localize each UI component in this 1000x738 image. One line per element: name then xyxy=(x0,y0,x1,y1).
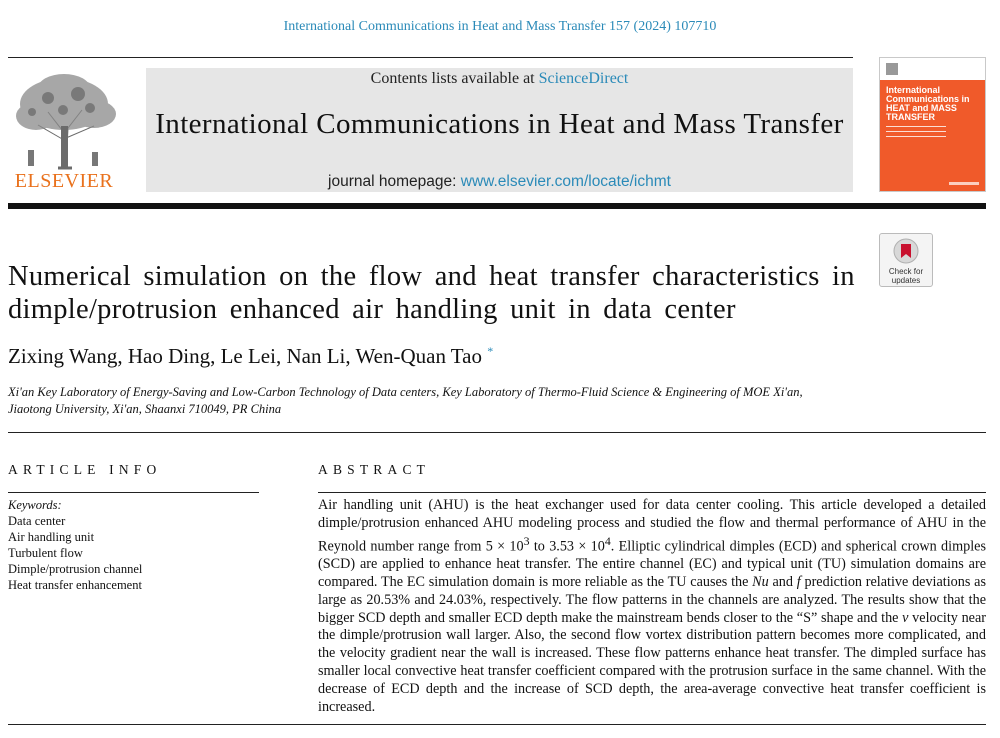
cover-footer-mark xyxy=(949,182,979,185)
article-info-rule xyxy=(8,492,259,493)
sciencedirect-link[interactable]: ScienceDirect xyxy=(538,70,629,87)
journal-homepage-link[interactable]: www.elsevier.com/locate/ichmt xyxy=(460,173,671,190)
author-name[interactable]: Zixing Wang xyxy=(8,344,118,368)
journal-masthead xyxy=(146,68,853,192)
journal-citation[interactable]: International Communications in Heat and Mass Transfer 157 (2024) 107710 xyxy=(283,19,717,34)
author-name[interactable]: Nan Li xyxy=(286,344,346,368)
abstract-text: Air handling unit (AHU) is the heat exchanger used for data center cooling. This article developed a detailed dimple/protrusion enhanced AHU modeling process and studied the flow and thermal performance of AHU in the Reynold number range from $5 \times 10^3$ to $3.53 \times 10^4$. Elliptic cylindrical dimples (ECD) and spherical crown dimples (SCD) are applied to enhance heat transfer. The entire channel (EC) and typical unit (TU) simulation domains are compared. The EC simulation domain is more reliable as the TU causes the Nu and f prediction relative deviations as large as 20.53% and 24.03%, respectively. The flow patterns in the channels are analyzed. The results show that the bigger SCD depth and smaller ECD depth make the mainstream bends closer to the “S” shape and the v velocity near the dimple/protrusion wall larger. Also, the second flow vortex distribution pattern becomes more complicated, and the velocity gradient near the wall is increased. These flow patterns enhance heat transfer. The dimpled surface has smaller local convective heat transfer coefficient compared with the protrusion surface in the same channel. With the decrease of ECD depth and the increase of SCD depth, the area-average convective heat transfer coefficient is increased. xyxy=(318,497,986,715)
cover-logo-icon xyxy=(885,62,899,76)
contents-prefix: Contents lists available at xyxy=(370,70,539,87)
author-affiliation: Xi'an Key Laboratory of Energy-Saving and Low-Carbon Technology of Data centers, Key Laboratory of Thermo-Fluid Science & Engineering of MOE Xi'an, Jiaotong University, Xi'an, Shaanxi 710049, PR China xyxy=(8,385,803,416)
author-name[interactable]: Le Lei xyxy=(220,344,276,368)
author-list: Zixing Wang, Hao Ding, Le Lei, Nan Li, Wen-Quan Tao * xyxy=(8,344,494,368)
keywords-block xyxy=(8,497,258,593)
author-name[interactable]: Hao Ding xyxy=(127,344,211,368)
article-title: Numerical simulation on the flow and heat transfer characteristics in dimple/protrusion enhanced air handling unit in data center xyxy=(8,261,855,325)
abstract-rule xyxy=(318,492,986,493)
header-rule xyxy=(8,57,853,58)
cover-text-lines xyxy=(886,126,946,141)
homepage-line xyxy=(146,173,853,191)
keyword-item: Dimple/protrusion channel xyxy=(8,562,143,576)
keyword-item: Air handling unit xyxy=(8,530,95,544)
keyword-item: Data center xyxy=(8,514,66,528)
check-updates-label: Check for updates xyxy=(888,267,924,285)
elsevier-wordmark: ELSEVIER xyxy=(14,170,114,192)
footer-rule xyxy=(8,724,986,725)
cover-title: International Communications in HEAT and MASS TRANSFER xyxy=(886,85,970,122)
masthead-divider xyxy=(8,203,986,209)
elsevier-tree-icon xyxy=(8,70,120,170)
keywords-label: Keywords: xyxy=(8,498,62,512)
journal-name: International Communications in Heat and Mass Transfer xyxy=(155,108,844,140)
corresponding-author-mark[interactable]: * xyxy=(487,344,494,358)
keyword-item: Heat transfer enhancement xyxy=(8,578,142,592)
keyword-item: Turbulent flow xyxy=(8,546,83,560)
author-name[interactable]: Wen-Quan Tao xyxy=(355,344,482,368)
check-updates-icon xyxy=(880,236,932,268)
elsevier-logo[interactable] xyxy=(8,70,120,192)
homepage-prefix: journal homepage: xyxy=(328,173,461,190)
section-divider xyxy=(8,432,986,433)
journal-cover-thumbnail[interactable] xyxy=(879,57,986,192)
cover-header-band xyxy=(880,58,985,80)
abstract-heading: ABSTRACT xyxy=(318,462,431,477)
check-for-updates-button[interactable] xyxy=(879,233,933,287)
contents-line xyxy=(146,70,853,88)
article-info-heading: ARTICLE INFO xyxy=(8,462,162,477)
